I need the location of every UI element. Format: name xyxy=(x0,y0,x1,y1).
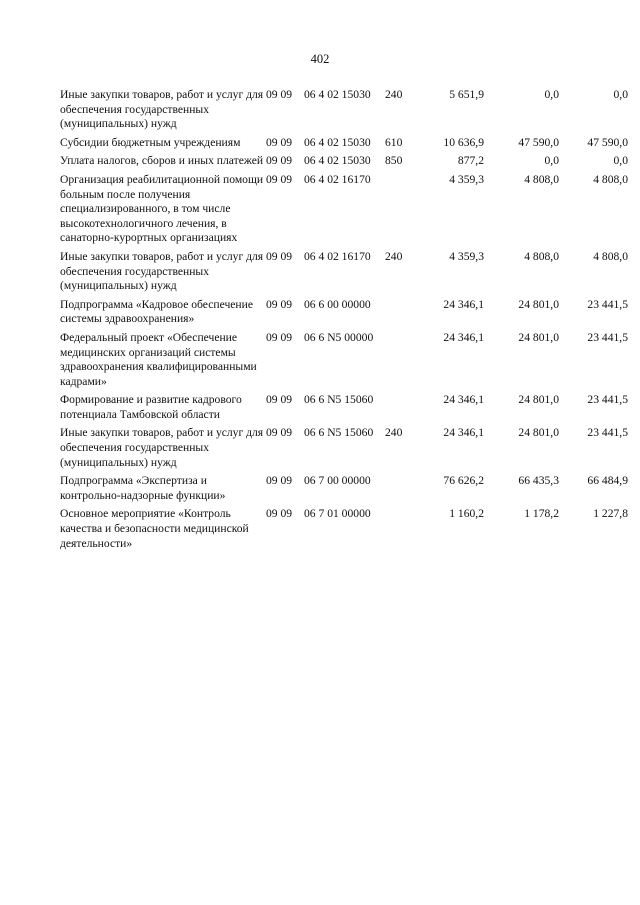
amount-year-2: 0,0 xyxy=(544,88,559,101)
amount-year-2: 4 808,0 xyxy=(524,172,559,186)
expense-type-code xyxy=(385,298,413,331)
target-article-code: 06 7 00 00000 xyxy=(304,474,371,488)
table-row xyxy=(60,393,628,426)
amount-year-3: 0,0 xyxy=(613,154,628,168)
amount-year-2: 1 178,2 xyxy=(524,507,559,521)
amount-year-2: 0,0 xyxy=(544,154,559,168)
target-article-code: 06 6 00 00000 xyxy=(304,297,371,311)
expense-type-code xyxy=(385,507,413,555)
amount-year-2: 24 801,0 xyxy=(518,297,559,311)
expense-name: Иные закупки товаров, работ и услуг для обеспечения государственных (муниципальных) нужд xyxy=(60,426,264,469)
expense-type-code: 240 xyxy=(385,426,403,440)
amount-year-1: 24 346,1 xyxy=(443,330,484,344)
amount-year-2: 24 801,0 xyxy=(518,426,559,440)
target-article-code: 06 6 N5 15060 xyxy=(304,426,374,440)
amount-year-3: 23 441,5 xyxy=(587,330,628,344)
amount-year-1: 877,2 xyxy=(457,154,484,168)
expense-type-code: 240 xyxy=(385,249,403,263)
section-code: 09 09 xyxy=(266,172,293,186)
section-code: 09 09 xyxy=(266,330,293,344)
expense-name: Формирование и развитие кадрового потенциала Тамбовской области xyxy=(60,393,242,421)
expense-type-code: 610 xyxy=(385,135,403,149)
expense-name: Уплата налогов, сборов и иных платежей xyxy=(60,154,264,168)
table-row xyxy=(60,250,628,298)
expense-name: Иные закупки товаров, работ и услуг для обеспечения государственных (муниципальных) нужд xyxy=(60,88,264,131)
amount-year-1: 1 160,2 xyxy=(449,507,484,521)
amount-year-1: 10 636,9 xyxy=(443,135,484,149)
page-number: 402 xyxy=(310,52,330,66)
amount-year-2: 4 808,0 xyxy=(524,249,559,263)
section-code: 09 09 xyxy=(266,507,293,521)
amount-year-1: 24 346,1 xyxy=(443,297,484,311)
amount-year-3: 66 484,9 xyxy=(587,474,628,488)
amount-year-1: 24 346,1 xyxy=(443,393,484,407)
amount-year-1: 5 651,9 xyxy=(449,88,484,101)
table-row xyxy=(60,426,628,474)
amount-year-2: 47 590,0 xyxy=(518,135,559,149)
table-row xyxy=(60,474,628,507)
amount-year-3: 1 227,8 xyxy=(593,507,628,521)
expense-type-code xyxy=(385,474,413,507)
amount-year-1: 4 359,3 xyxy=(449,249,484,263)
target-article-code: 06 6 N5 15060 xyxy=(304,393,374,407)
target-article-code: 06 4 02 15030 xyxy=(304,88,371,101)
section-code: 09 09 xyxy=(266,393,293,407)
expense-name: Иные закупки товаров, работ и услуг для обеспечения государственных (муниципальных) нужд xyxy=(60,249,264,293)
expense-type-code xyxy=(385,393,413,426)
target-article-code: 06 6 N5 00000 xyxy=(304,330,374,344)
expense-type-code: 850 xyxy=(385,154,403,168)
section-code: 09 09 xyxy=(266,249,293,263)
table-row xyxy=(60,331,628,393)
expense-name: Субсидии бюджетным учреждениям xyxy=(60,135,241,149)
amount-year-3: 47 590,0 xyxy=(587,135,628,149)
amount-year-1: 4 359,3 xyxy=(449,172,484,186)
amount-year-1: 76 626,2 xyxy=(443,474,484,488)
amount-year-3: 4 808,0 xyxy=(593,249,628,263)
amount-year-3: 23 441,5 xyxy=(587,426,628,440)
section-code: 09 09 xyxy=(266,426,293,440)
amount-year-2: 24 801,0 xyxy=(518,393,559,407)
amount-year-1: 24 346,1 xyxy=(443,426,484,440)
amount-year-2: 24 801,0 xyxy=(518,330,559,344)
table-row xyxy=(60,136,628,155)
expense-name: Основное мероприятие «Контроль качества и безопасности медицинской деятельности» xyxy=(60,507,249,550)
budget-table xyxy=(60,88,628,555)
section-code: 09 09 xyxy=(266,297,293,311)
expense-name: Организация реабилитационной помощи больным после получения специализированного, в том числе высокотехнологичного лечения, в санаторно-курортных организациях xyxy=(60,172,264,245)
expense-type-code xyxy=(385,173,413,250)
table-row xyxy=(60,154,628,173)
target-article-code: 06 7 01 00000 xyxy=(304,507,371,521)
expense-name: Федеральный проект «Обеспечение медицинских организаций системы здравоохранения квалифицированными кадрами» xyxy=(60,330,257,388)
target-article-code: 06 4 02 15030 xyxy=(304,135,371,149)
table-row xyxy=(60,507,628,555)
section-code: 09 09 xyxy=(266,474,293,488)
expense-name: Подпрограмма «Кадровое обеспечение системы здравоохранения» xyxy=(60,297,253,326)
budget-table-body xyxy=(60,88,628,555)
table-row xyxy=(60,88,628,136)
expense-type-code: 240 xyxy=(385,88,403,101)
table-row xyxy=(60,298,628,331)
amount-year-3: 0,0 xyxy=(613,88,628,101)
expense-name: Подпрограмма «Экспертиза и контрольно-надзорные функции» xyxy=(60,474,226,502)
amount-year-3: 4 808,0 xyxy=(593,172,628,186)
section-code: 09 09 xyxy=(266,154,293,168)
section-code: 09 09 xyxy=(266,135,293,149)
target-article-code: 06 4 02 16170 xyxy=(304,249,371,263)
expense-type-code xyxy=(385,331,413,393)
amount-year-2: 66 435,3 xyxy=(518,474,559,488)
amount-year-3: 23 441,5 xyxy=(587,393,628,407)
target-article-code: 06 4 02 15030 xyxy=(304,154,371,168)
table-row xyxy=(60,173,628,250)
amount-year-3: 23 441,5 xyxy=(587,297,628,311)
target-article-code: 06 4 02 16170 xyxy=(304,172,371,186)
section-code: 09 09 xyxy=(266,88,293,101)
